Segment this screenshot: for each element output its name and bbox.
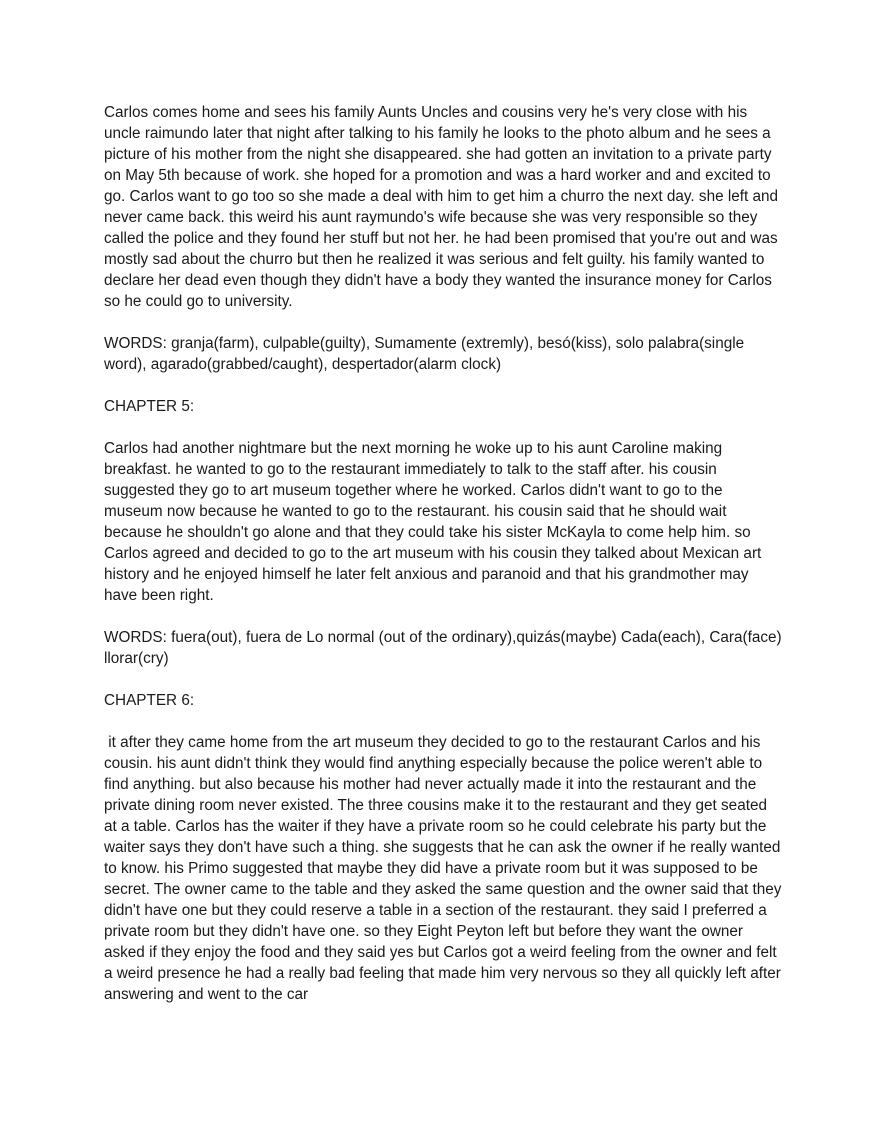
paragraph-chapter-5-summary: Carlos had another nightmare but the next morning he woke up to his aunt Caroline making breakfast. he wanted to go to the restaurant immediately to talk to the staff after. his cousin suggested they go to art museum together where he worked. Carlos didn't want to go to the museum now because he wanted to go to the restaurant. his cousin said that he should wait because he shouldn't go alone and that they could take his sister McKayla to come help him. so Carlos agreed and decided to go to the art museum with his cousin they talked about Mexican art history and he enjoyed himself he later felt anxious and paranoid and that his grandmother may have been right. bbox=[104, 440, 762, 604]
vocabulary-list-2: WORDS: fuera(out), fuera de Lo normal (out of the ordinary),quizás(maybe) Cada(each), Cara(face) llorar(cry) bbox=[104, 629, 782, 667]
chapter-6-heading: CHAPTER 6: bbox=[104, 692, 195, 709]
paragraph-chapter-6-summary: it after they came home from the art museum they decided to go to the restaurant Carlos and his cousin. his aunt didn't think they would find anything especially because the police weren't able to find anything. but also because his mother had never actually made it into the restaurant and the private dining room never existed. The three cousins make it to the restaurant and they get seated at a table. Carlos has the waiter if they have a private room so he could celebrate his party but the waiter says they don't have such a thing. she suggests that he can ask the owner if he really wanted to know. his Primo suggested that maybe they did have a private room but it was supposed to be secret. The owner came to the table and they asked the same question and the owner said that they didn't have one but they could reserve a table in a section of the restaurant. they said I preferred a private room but they didn't have one. so they Eight Peyton left but before they want the owner asked if they enjoy the food and they said yes but Carlos got a weird feeling from the owner and felt a weird presence he had a really bad feeling that made him very nervous so they all quickly left after answering and went to the car bbox=[104, 734, 786, 1003]
chapter-5-heading: CHAPTER 5: bbox=[104, 398, 195, 415]
document-page bbox=[104, 102, 786, 1026]
paragraph-chapter-4-summary: Carlos comes home and sees his family Aunts Uncles and cousins very he's very close with his uncle raimundo later that night after talking to his family he looks to the photo album and he sees a picture of his mother from the night she disappeared. she had gotten an invitation to a private party on May 5th because of work. she hoped for a promotion and was a hard worker and and excited to go. Carlos want to go too so she made a deal with him to get him a churro the next day. she left and never came back. this weird his aunt raymundo's wife because she was very responsible so they called the police and they found her stuff but not her. he had been promised that you're out and was mostly sad about the churro but then he realized it was serious and felt guilty. his family wanted to declare her dead even though they didn't have a body they wanted the insurance money for Carlos so he could go to university. bbox=[104, 104, 779, 310]
vocabulary-list-1: WORDS: granja(farm), culpable(guilty), Sumamente (extremly), besó(kiss), solo palabra(single word), agarado(grabbed/caught), despertador(alarm clock) bbox=[104, 335, 745, 373]
